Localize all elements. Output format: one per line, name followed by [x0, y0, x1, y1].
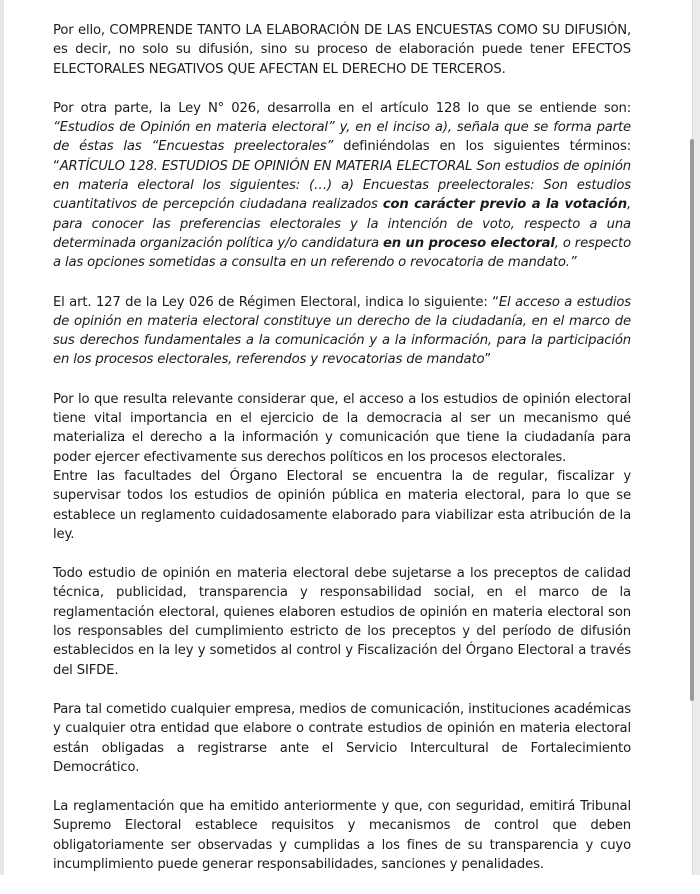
- paragraph-acceso-estudios: [53, 390, 631, 467]
- quoted-definition: “Estudios de Opinión en materia electoral” y, en el inciso a), señala que se forma parte de éstas las “Encuestas preelectorales”: [53, 120, 631, 155]
- paragraph-articulo-127: [53, 293, 631, 370]
- text-segment: Para tal cometido cualquier empresa, medios de comunicación, instituciones académicas y cualquier otra entidad que elabore o contrate estudios de opinión en materia electoral están obligadas a registrarse ante el Servicio Intercultural de Fortalecimiento Democrático.: [53, 701, 631, 775]
- text-segment: Por ello, COMPRENDE TANTO LA ELABORACIÓN DE LAS ENCUESTAS COMO SU DIFUSIÓN, es decir, no solo su difusión, sino su proceso de elaboración puede tener EFECTOS ELECTORALES NEGATIVOS QUE AFECTAN EL DERECHO DE TERCEROS.: [53, 23, 631, 77]
- article-128-quote: ARTÍCULO 128. ESTUDIOS DE OPINIÓN EN MATERIA ELECTORAL Son estudios de opinión en materia electoral los siguientes: (…) a) Encuestas preelectorales: Son estudios cuantitativos de percepción ciudadana realizados: [53, 158, 631, 213]
- left-frame-border: [0, 0, 4, 875]
- paragraph-facultades-organo: [53, 467, 631, 544]
- emphasis-proceso-electoral: en un proceso electoral: [382, 235, 555, 251]
- text-segment: La reglamentación que ha emitido anteriormente y que, con seguridad, emitirá Tribunal Supremo Electoral establece requisitos y mecanismos de control que deben obligatoriamente ser observadas y cumplidas a los fines de su transparencia y cuyo incumplimiento puede generar responsabilidades, sanciones y penalidades.: [53, 799, 631, 872]
- article-128-quote: , para conocer las preferencias electorales y la intención de voto, respecto a una determinada organización política y/o candidatura: [53, 197, 631, 251]
- document-page: [53, 21, 631, 894]
- text-segment: Por lo que resulta relevante considerar que, el acceso a los estudios de opinión electoral tiene vital importancia en el ejercicio de la democracia al ser un mecanismo qué materializa el derecho a la información y comunicación que tiene la ciudadanía para poder ejercer efectivamente sus derechos políticos en los procesos electorales.: [53, 391, 631, 465]
- paragraph-registro-sifde: [53, 700, 631, 777]
- vertical-scrollbar-thumb[interactable]: [690, 139, 694, 701]
- emphasis-previo-votacion: con carácter previo a la votación: [382, 197, 627, 213]
- text-segment: El art. 127 de la Ley 026 de Régimen Electoral, indica lo siguiente: “: [53, 294, 499, 310]
- paragraph-reglamentacion-tse: [53, 797, 631, 874]
- text-segment: definiéndolas en los siguientes términos: “: [53, 139, 631, 174]
- paragraph-comprende-elaboracion: [53, 21, 631, 79]
- text-segment: Por otra parte, la Ley N° 026, desarrolla en el artículo 128 lo que se entiende son:: [53, 100, 631, 116]
- article-128-quote: , o respecto a las opciones sometidas a consulta en un referendo o revocatoria de mandato.”: [53, 235, 631, 271]
- text-segment: Todo estudio de opinión en materia electoral debe sujetarse a los preceptos de calidad técnica, publicidad, transparencia y responsabilidad social, en el marco de la reglamentación electoral, quienes elaboren estudios de opinión en materia electoral son los responsables del cumplimiento estricto de los preceptos y del período de difusión establecidos en la ley y sometidos al control y Fiscalización del Órgano Electoral a través del SIFDE.: [53, 566, 631, 678]
- paragraph-ley-026-articulo-128: [53, 99, 631, 273]
- text-segment: Entre las facultades del Órgano Electoral se encuentra la de regular, fiscalizar y supervisar todos los estudios de opinión pública en materia electoral, para lo que se establece un reglamento cuidadosamente elaborado para viabilizar esta atribución de la ley.: [53, 468, 631, 542]
- article-127-quote: El acceso a estudios de opinión en materia electoral constituye un derecho de la ciudadanía, en el marco de sus derechos fundamentales a la comunicación y a la información, para la participación en los procesos electorales, referendos y revocatorias de mandato: [53, 294, 631, 368]
- text-segment: ”: [484, 352, 492, 368]
- paragraph-preceptos-calidad: [53, 564, 631, 680]
